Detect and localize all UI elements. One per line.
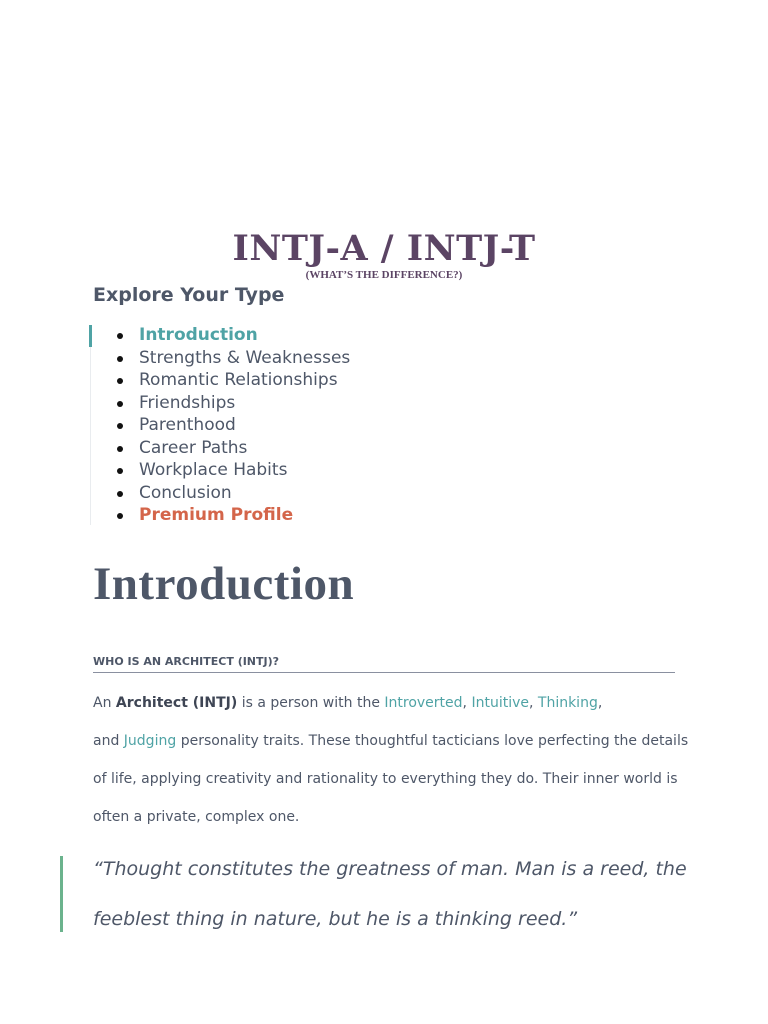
toc-item-workplace-habits[interactable] [110,459,350,482]
paragraph-line [93,722,689,760]
intuitive-link[interactable]: Intuitive [471,695,529,711]
paragraph-line: An Architect (INTJ) is a person with the Introverted, Intuitive, Thinking, [93,695,603,711]
paragraph-text: personality traits. These thoughtful tacticians love perfecting the details [180,733,689,749]
toc-item-label[interactable]: Premium Profile [139,505,294,525]
judging-link[interactable]: Judging [123,733,177,749]
quote-line: “Thought constitutes the greatness of man. Man is a reed, the [93,858,687,880]
section-subheading: WHO IS AN ARCHITECT (INTJ)? [93,655,675,673]
toc-list [110,324,350,527]
toc-item-label[interactable]: Conclusion [139,482,232,503]
toc-item-label[interactable]: Career Paths [139,437,248,458]
paragraph-text: An [93,695,112,711]
bullet-icon [117,333,123,339]
toc-item-career-paths[interactable] [110,437,350,460]
quote-bar [60,856,63,932]
toc-item-friendships[interactable] [110,392,350,415]
section-heading: Introduction [93,558,355,610]
toc-item-label[interactable]: Romantic Relationships [139,370,338,390]
page-subtitle: (WHAT’S THE DIFFERENCE?) [305,269,463,281]
paragraph-text: is a person with the [241,695,380,711]
paragraph-text: and [93,733,120,749]
page-title: INTJ-A / INTJ-T [232,228,536,269]
toc-item-parenthood[interactable] [110,414,350,437]
architect-term: Architect (INTJ) [115,695,238,711]
toc-item-strengths-weaknesses[interactable] [110,347,350,370]
thinking-link[interactable]: Thinking [537,695,598,711]
bullet-icon [117,378,123,384]
blockquote [93,844,693,944]
toc-heading: Explore Your Type [93,284,285,306]
paragraph-line: of life, applying creativity and rationality to everything they do. Their inner world is [93,771,678,787]
toc-active-indicator [89,325,92,347]
toc-item-label[interactable]: Introduction [139,325,258,345]
bullet-icon [117,356,123,362]
paragraph-line: often a private, complex one. [93,809,300,825]
intro-paragraph [93,684,689,836]
bullet-icon [117,401,123,407]
bullet-icon [117,468,123,474]
toc-item-premium-profile[interactable] [110,504,350,527]
toc-item-label[interactable]: Parenthood [139,415,236,435]
toc-item-conclusion[interactable] [110,482,350,505]
toc-item-label[interactable]: Workplace Habits [139,460,288,480]
introverted-link[interactable]: Introverted [384,695,463,711]
toc-rail [90,325,91,525]
bullet-icon [117,446,123,452]
toc-item-label[interactable]: Friendships [139,392,236,413]
quote-line: feeblest thing in nature, but he is a thinking reed.” [93,908,578,930]
toc-item-introduction[interactable] [110,324,350,347]
bullet-icon [117,491,123,497]
toc-item-label[interactable]: Strengths & Weaknesses [139,347,351,368]
toc-item-romantic-relationships[interactable] [110,369,350,392]
bullet-icon [117,513,123,519]
bullet-icon [117,423,123,429]
